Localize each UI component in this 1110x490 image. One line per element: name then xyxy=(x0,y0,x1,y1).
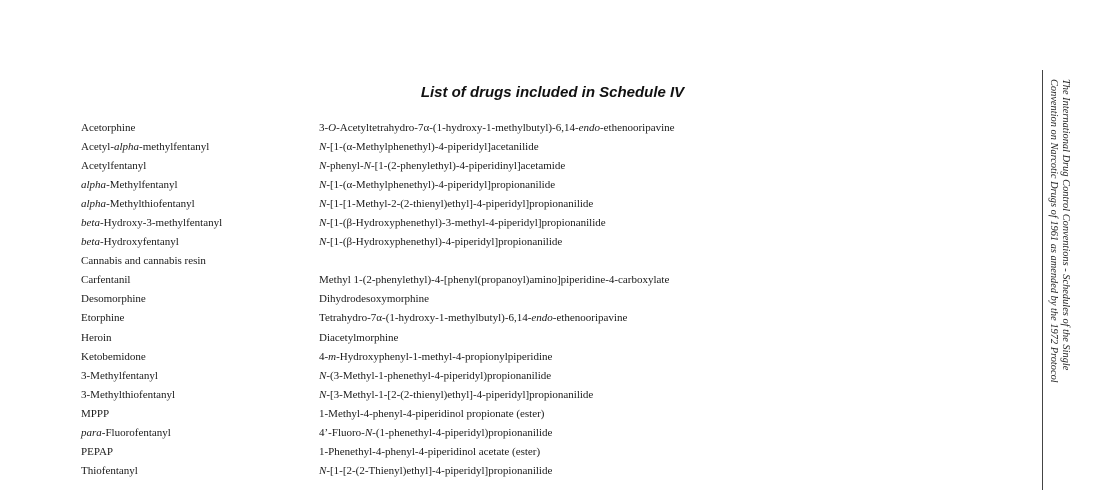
drug-chemical-name: Tetrahydro-7α-(1-hydroxy-1-methylbutyl)-6,14-endo-ethenooripavine xyxy=(319,312,628,325)
side-caption-line-1: The International Drug Control Conventions - Schedules of the Single xyxy=(1060,79,1071,371)
drug-row xyxy=(81,252,675,271)
drug-name: Desomorphine xyxy=(81,293,146,306)
drug-chemical-name: N-phenyl-N-[1-(2-phenylethyl)-4-piperidinyl]acetamide xyxy=(319,159,566,172)
drug-row xyxy=(81,290,675,309)
drug-chemical-name: N-[1-[1-Methyl-2-(2-thienyl)ethyl]-4-piperidyl]propionanilide xyxy=(319,197,594,210)
drug-name: Acetylfentanyl xyxy=(81,159,147,172)
drug-row xyxy=(81,156,675,175)
page-title: List of drugs included in Schedule IV xyxy=(420,84,685,101)
drug-name: Acetorphine xyxy=(81,121,136,134)
drug-row xyxy=(81,213,675,232)
drug-chemical-name: Dihydrodesoxymorphine xyxy=(319,293,429,306)
drug-name: Thiofentanyl xyxy=(81,465,138,478)
drug-name: Ketobemidone xyxy=(81,350,146,363)
drug-name: MPPP xyxy=(81,407,110,420)
drug-chemical-name: 4’-Fluoro-N-(1-phenethyl-4-piperidyl)propionanilide xyxy=(319,427,553,440)
drug-name: Heroin xyxy=(81,331,112,344)
drug-chemical-name: N-[1-(α-Methylphenethyl)-4-piperidyl]acetanilide xyxy=(319,140,539,153)
drug-row xyxy=(81,118,675,137)
drug-row xyxy=(81,366,675,385)
drug-chemical-name: N-[1-(β-Hydroxyphenethyl)-4-piperidyl]propionanilide xyxy=(319,236,563,249)
drug-row xyxy=(81,309,675,328)
drug-chemical-name: 1-Phenethyl-4-phenyl-4-piperidinol acetate (ester) xyxy=(319,446,541,459)
drug-name: beta-Hydroxyfentanyl xyxy=(81,236,179,249)
side-caption-line-2: Convention on Narcotic Drugs of 1961 as amended by the 1972 Protocol xyxy=(1048,79,1059,383)
drug-chemical-name: 4-m-Hydroxyphenyl-1-methyl-4-propionylpiperidine xyxy=(319,350,553,363)
drug-chemical-name: N-(3-Methyl-1-phenethyl-4-piperidyl)propionanilide xyxy=(319,369,552,382)
side-caption xyxy=(1047,79,1071,383)
drug-chemical-name: 1-Methyl-4-phenyl-4-piperidinol propionate (ester) xyxy=(319,407,545,420)
drug-row xyxy=(81,328,675,347)
drug-name: Etorphine xyxy=(81,312,125,325)
drug-row xyxy=(81,347,675,366)
drug-chemical-name: N-[1-(α-Methylphenethyl)-4-piperidyl]propionanilide xyxy=(319,178,556,191)
drug-chemical-name: N-[1-(β-Hydroxyphenethyl)-3-methyl-4-piperidyl]propionanilide xyxy=(319,217,606,230)
drug-row xyxy=(81,194,675,213)
drug-row xyxy=(81,404,675,423)
drug-row xyxy=(81,462,675,481)
drug-row xyxy=(81,137,675,156)
drug-name: alpha-Methylthiofentanyl xyxy=(81,197,195,210)
drug-name: alpha-Methylfentanyl xyxy=(81,178,178,191)
drug-row xyxy=(81,175,675,194)
drug-name: PEPAP xyxy=(81,446,114,459)
drug-row xyxy=(81,233,675,252)
drug-chemical-name: Methyl 1-(2-phenylethyl)-4-[phenyl(propanoyl)amino]piperidine-4-carboxylate xyxy=(319,274,670,287)
drug-row xyxy=(81,424,675,443)
drug-row xyxy=(81,385,675,404)
drug-row xyxy=(81,271,675,290)
drug-name: 3-Methylfentanyl xyxy=(81,369,158,382)
drug-name: Acetyl-alpha-methylfentanyl xyxy=(81,140,210,153)
drug-chemical-name: Diacetylmorphine xyxy=(319,331,399,344)
drug-name: Cannabis and cannabis resin xyxy=(81,255,206,268)
drug-name: Carfentanil xyxy=(81,274,131,287)
side-divider xyxy=(1042,70,1043,490)
drug-table xyxy=(81,118,675,481)
drug-name: beta-Hydroxy-3-methylfentanyl xyxy=(81,217,223,230)
drug-name: para-Fluorofentanyl xyxy=(81,427,171,440)
drug-chemical-name: N-[1-[2-(2-Thienyl)ethyl]-4-piperidyl]propionanilide xyxy=(319,465,553,478)
drug-chemical-name: N-[3-Methyl-1-[2-(2-thienyl)ethyl]-4-piperidyl]propionanilide xyxy=(319,388,594,401)
drug-chemical-name: 3-O-Acetyltetrahydro-7α-(1-hydroxy-1-methylbutyl)-6,14-endo-ethenooripavine xyxy=(319,121,675,134)
drug-name: 3-Methylthiofentanyl xyxy=(81,388,176,401)
drug-row xyxy=(81,443,675,462)
